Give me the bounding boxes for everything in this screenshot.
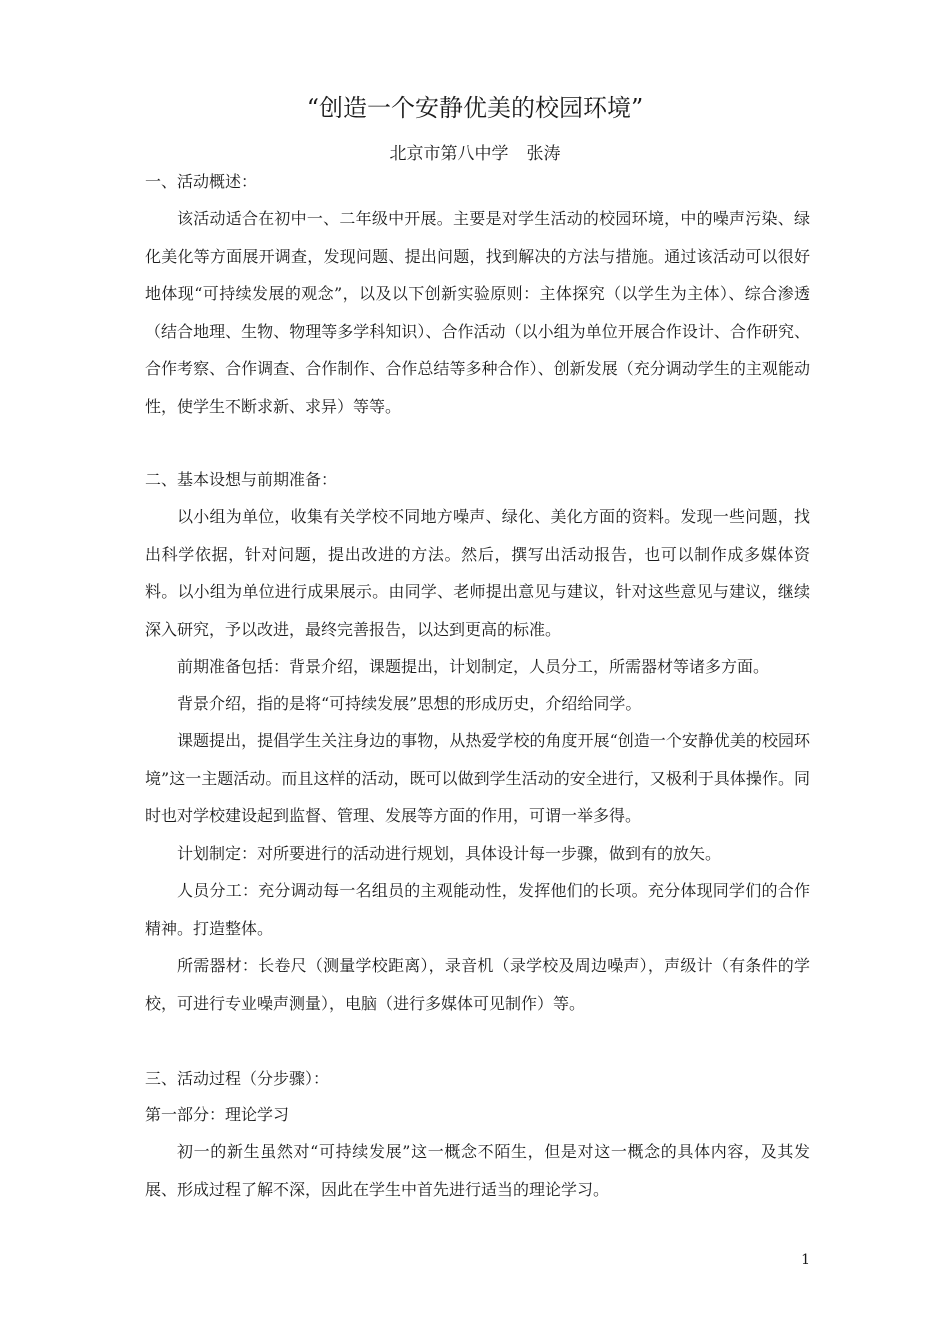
- school-name: 北京市第八中学: [389, 144, 509, 164]
- section2-paragraph-5: 计划制定：对所要进行的活动进行规划，具体设计每一步骤，做到有的放矢。: [177, 844, 722, 863]
- section2-paragraph-2: 前期准备包括：背景介绍，课题提出，计划制定，人员分工，所需器材等诸多方面。: [177, 657, 770, 676]
- section3-heading: 三、活动过程（分步骤）：: [145, 1069, 330, 1088]
- section2-paragraph-3: 背景介绍，指的是将“可持续发展”思想的形成历史，介绍给同学。: [177, 694, 642, 713]
- section1-heading: 一、活动概述：: [145, 172, 258, 191]
- document-title: “创造一个安静优美的校园环境”: [306, 94, 644, 122]
- section2-paragraph-1: 以小组为单位，收集有关学校不同地方噪声、绿化、美化方面的资料。发现一些问题，找出科学依据，针对问题，提出改进的方法。然后，撰写出活动报告，也可以制作成多媒体资料。以小组为单位进行成果展示。由同学、老师提出意见与建议，针对这些意见与建议，继续深入研究，予以改进，最终完善报告，以达到更高的标准。: [145, 507, 810, 639]
- author-line: [0, 142, 950, 166]
- section1-paragraph: 该活动适合在初中一、二年级中开展。主要是对学生活动的校园环境，中的噪声污染、绿化美化等方面展开调查，发现问题、提出问题，找到解决的方法与措施。通过该活动可以很好地体现“可持续发展的观念”，以及以下创新实验原则：主体探究（以学生为主体）、综合渗透（结合地理、生物、物理等多学科知识）、合作活动（以小组为单位开展合作设计、合作研究、合作考察、合作调查、合作制作、合作总结等多种合作）、创新发展（充分调动学生的主观能动性，使学生不断求新、求异）等等。: [145, 209, 810, 416]
- section2-paragraph-7: 所需器材：长卷尺（测量学校距离），录音机（录学校及周边噪声），声级计（有条件的学校，可进行专业噪声测量），电脑（进行多媒体可见制作）等。: [145, 956, 810, 1013]
- page-number: 1: [801, 1252, 810, 1268]
- part1-paragraph: 初一的新生虽然对“可持续发展”这一概念不陌生，但是对这一概念的具体内容，及其发展、形成过程了解不深，因此在学生中首先进行适当的理论学习。: [145, 1142, 810, 1199]
- section2-paragraph-4: 课题提出，提倡学生关注身边的事物，从热爱学校的角度开展“创造一个安静优美的校园环境”这一主题活动。而且这样的活动，既可以做到学生活动的安全进行，又极利于具体操作。同时也对学校建设起到监督、管理、发展等方面的作用，可谓一举多得。: [145, 731, 810, 825]
- section2-paragraph-6: 人员分工：充分调动每一名组员的主观能动性，发挥他们的长项。充分体现同学们的合作精神。打造整体。: [145, 881, 810, 938]
- author-name: 张涛: [526, 144, 561, 164]
- part1-heading: 第一部分：理论学习: [145, 1105, 290, 1124]
- section2-heading: 二、基本设想与前期准备：: [145, 470, 338, 489]
